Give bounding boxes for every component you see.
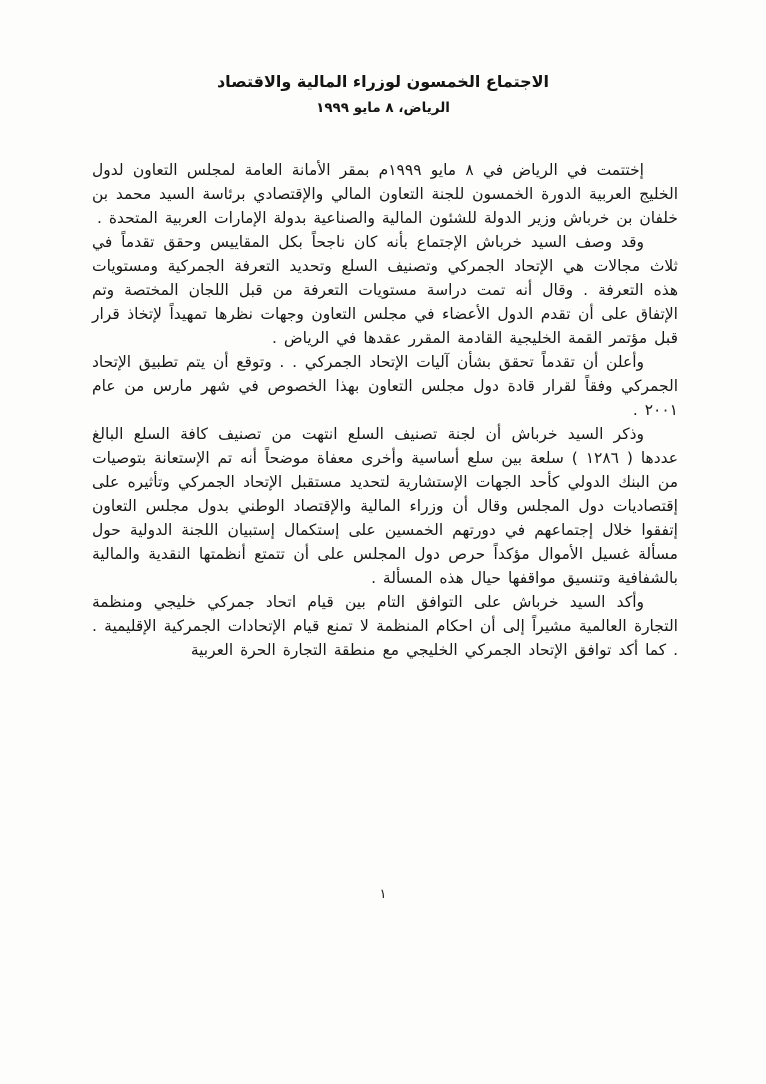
paragraph: وأكد السيد خرباش على التوافق التام بين قيام اتحاد جمركي خليجي ومنظمة التجارة العالمية مشيراً إلى أن احكام المنظمة لا تمنع قيام الإتحادات الجمركية الإقليمية . . كما أكد توافق الإتحاد الجمركي الخليجي مع منطقة التجارة الحرة العربية	[92, 593, 678, 659]
paragraph: وأعلن أن تقدماً تحقق بشأن آليات الإتحاد الجمركي . . وتوقع أن يتم تطبيق الإتحاد الجمركي وفقاً لقرار قادة دول مجلس التعاون بهذا الخصوص في شهر مارس من عام ٢٠٠١ .	[92, 353, 678, 419]
document-body	[92, 158, 678, 662]
document-header	[0, 72, 766, 116]
paragraph: وذكر السيد خرباش أن لجنة تصنيف السلع انتهت من تصنيف كافة السلع البالغ عددها ( ١٢٨٦ ) سلعة بين سلع أساسية وأخرى معفاة موضحاً أنه تم الإستعانة بتوصيات من البنك الدولي كأحد الجهات الإستشارية لتحديد مستقبل الإتحاد الجمركي وتأثيره على إقتصاديات دول المجلس وقال أن وزراء المالية والإقتصاد الوطني بدول مجلس التعاون إتفقوا خلال إجتماعهم في دورتهم الخمسين على إستكمال إستبيان اللجنة الدولية حول مسألة غسيل الأموال مؤكداً حرص دول المجلس على أن تتمتع أنظمتها النقدية والمالية بالشفافية وتنسيق مواقفها حيال هذه المسألة .	[92, 425, 678, 587]
paragraph: إختتمت في الرياض في ٨ مايو ١٩٩٩م بمقر الأمانة العامة لمجلس التعاون لدول الخليج العربية الدورة الخمسون للجنة التعاون المالي والإقتصادي برئاسة السيد محمد بن خلفان بن خرباش وزير الدولة للشئون المالية والصناعية بدولة الإمارات العربية المتحدة .	[92, 161, 678, 227]
document-subtitle: الرياض، ٨ مايو ١٩٩٩	[316, 100, 450, 116]
document-title: الاجتماع الخمسون لوزراء المالية والاقتصاد	[216, 72, 550, 91]
paragraph: وقد وصف السيد خرباش الإجتماع بأنه كان ناجحاً بكل المقاييس وحقق تقدماً في ثلاث مجالات هي الإتحاد الجمركي وتصنيف السلع وتحديد التعرفة الجمركية ومستويات هذه التعرفة . وقال أنه تمت دراسة مستويات التعرفة من قبل اللجان المختصة وتم الإتفاق على أن تقدم الدول الأعضاء في مجلس التعاون وجهات نظرها تمهيداً لإتخاذ قرار قبل مؤتمر القمة الخليجية القادمة المقرر عقدها في الرياض .	[92, 233, 678, 347]
page-number: ١	[379, 887, 387, 902]
